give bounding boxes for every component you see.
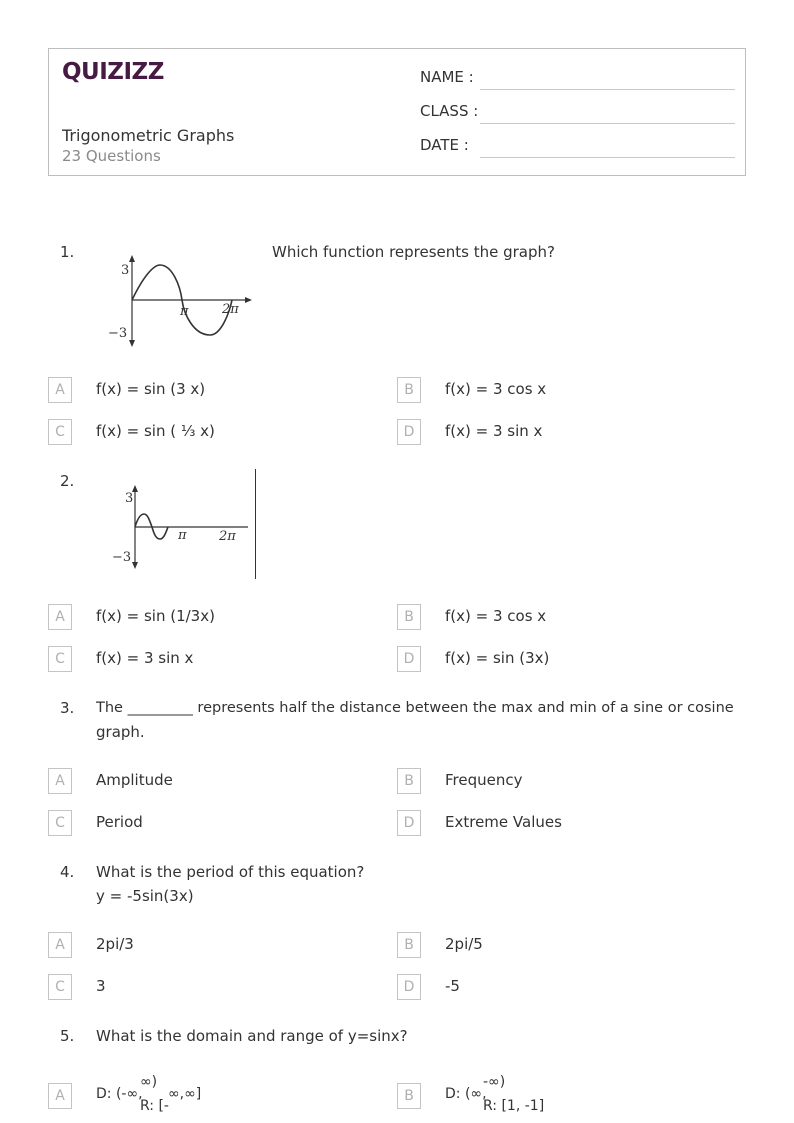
- class-label: CLASS :: [420, 102, 479, 120]
- q3-option-c-letter: C: [48, 810, 72, 836]
- q2-y-arrow-down: [132, 562, 138, 569]
- q1-y-bottom-label: −3: [108, 326, 128, 341]
- q5-option-b-domain-sup: -∞): [483, 1074, 506, 1090]
- question-1-number: 1.: [60, 243, 75, 261]
- q5-option-a-range: R: [-: [140, 1098, 169, 1114]
- q4-option-d-letter: D: [397, 974, 421, 1000]
- q2-y-bottom-label: −3: [112, 550, 132, 565]
- q3-option-c-text: Period: [96, 813, 143, 831]
- q4-option-b-letter: B: [397, 932, 421, 958]
- date-line: [480, 157, 735, 158]
- q1-y-arrow-up: [129, 255, 135, 262]
- q1-x-arrow: [245, 297, 252, 303]
- q3-option-d-letter: D: [397, 810, 421, 836]
- q4-option-c-letter: C: [48, 974, 72, 1000]
- question-3-text: [96, 696, 746, 744]
- worksheet-title: Trigonometric Graphs: [62, 126, 235, 145]
- q5-option-b-letter: B: [397, 1083, 421, 1109]
- q4-option-b-text: 2pi/5: [445, 935, 483, 953]
- q2-option-d-text: f(x) = sin (3x): [445, 649, 550, 667]
- name-line: [480, 89, 735, 90]
- question-4-text: [96, 860, 746, 908]
- q3-option-b-text: Frequency: [445, 771, 523, 789]
- q2-option-a-text: f(x) = sin (1/3x): [96, 607, 215, 625]
- q5-option-a-range-tail: ∞,∞]: [168, 1086, 202, 1102]
- q1-option-a-text: f(x) = sin (3 x): [96, 380, 206, 398]
- question-4-number: 4.: [60, 863, 75, 881]
- q1-option-b-letter: B: [397, 377, 421, 403]
- worksheet-header: [48, 48, 746, 176]
- q4-option-c-text: 3: [96, 977, 106, 995]
- q5-option-b-domain: D: (∞,: [445, 1086, 487, 1102]
- q2-option-c-letter: C: [48, 646, 72, 672]
- q2-graph-divider: [255, 469, 256, 579]
- q1-option-c-letter: C: [48, 419, 72, 445]
- name-label: NAME :: [420, 68, 474, 86]
- question-4-line-1: What is the period of this equation?: [96, 863, 365, 881]
- q3-option-a-letter: A: [48, 768, 72, 794]
- q3-option-b-letter: B: [397, 768, 421, 794]
- q2-option-b-text: f(x) = 3 cos x: [445, 607, 547, 625]
- q2-2pi-label: 2π: [219, 529, 236, 544]
- question-3-line-1: The _________ represents half the distance between the max and min of a sine or cosine: [96, 700, 734, 716]
- q1-pi-label: π: [180, 304, 189, 319]
- q2-option-b-letter: B: [397, 604, 421, 630]
- class-line: [480, 123, 735, 124]
- q1-option-b-text: f(x) = 3 cos x: [445, 380, 547, 398]
- q4-option-d-text: -5: [445, 977, 460, 995]
- question-5-number: 5.: [60, 1027, 75, 1045]
- question-1-graph: [104, 255, 254, 347]
- q1-y-top-label: 3: [121, 263, 130, 278]
- q2-pi-label: π: [178, 528, 187, 543]
- q1-option-d-letter: D: [397, 419, 421, 445]
- date-field[interactable]: [420, 136, 735, 158]
- q4-option-a-letter: A: [48, 932, 72, 958]
- q3-option-a-text: Amplitude: [96, 771, 173, 789]
- question-4-line-2: y = -5sin(3x): [96, 887, 194, 905]
- q5-option-a-domain-sup: ∞): [140, 1074, 158, 1090]
- question-3-number: 3.: [60, 699, 75, 717]
- quizizz-logo: QUIZIZZ: [62, 59, 164, 85]
- question-5-text: What is the domain and range of y=sinx?: [96, 1027, 408, 1045]
- q1-option-a-letter: A: [48, 377, 72, 403]
- question-count: 23 Questions: [62, 147, 161, 165]
- q2-option-c-text: f(x) = 3 sin x: [96, 649, 194, 667]
- q2-option-a-letter: A: [48, 604, 72, 630]
- q1-option-c-text: f(x) = sin ( ⅓ x): [96, 422, 215, 440]
- q3-option-d-text: Extreme Values: [445, 813, 562, 831]
- q1-2pi-label: 2π: [222, 302, 239, 317]
- q2-y-top-label: 3: [125, 491, 134, 506]
- date-label: DATE :: [420, 136, 469, 154]
- q5-option-a-letter: A: [48, 1083, 72, 1109]
- question-3-line-2: graph.: [96, 723, 145, 741]
- class-field[interactable]: [420, 102, 735, 124]
- q5-option-a-domain: D: (-∞,: [96, 1086, 143, 1102]
- q5-option-b-range: R: [1, -1]: [483, 1098, 545, 1114]
- question-2-graph: [108, 484, 253, 570]
- name-field[interactable]: [420, 68, 735, 90]
- q1-y-arrow-down: [129, 340, 135, 347]
- q4-option-a-text: 2pi/3: [96, 935, 134, 953]
- question-2-number: 2.: [60, 472, 75, 490]
- question-1-text: Which function represents the graph?: [272, 243, 555, 261]
- q1-option-d-text: f(x) = 3 sin x: [445, 422, 543, 440]
- q2-option-d-letter: D: [397, 646, 421, 672]
